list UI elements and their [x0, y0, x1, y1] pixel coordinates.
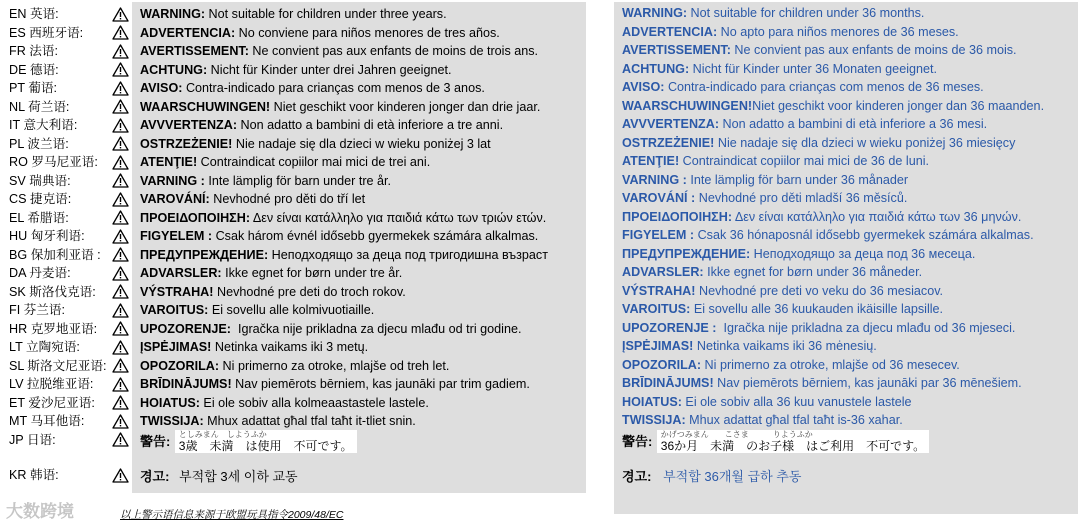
- warning-line: [140, 79, 584, 98]
- warning-label: UPOZORENJE:: [140, 321, 231, 336]
- jp-label: 警告:: [140, 434, 171, 449]
- warning-label: BRĪDINĀJUMS!: [140, 377, 232, 391]
- warning-text: Contra-indicado para crianças com menos de 36 meses.: [664, 80, 984, 94]
- language-code: DE 德语:: [9, 62, 59, 77]
- language-code: JP 日语:: [9, 432, 56, 447]
- warning-label: ATENŢIE!: [622, 154, 680, 168]
- warning-text: Ikke egnet for børn under 36 måneder.: [703, 265, 923, 279]
- warning-triangle-icon: [109, 412, 131, 431]
- warning-text: Ni primerno za otroke, mlajše od 36 mesecev.: [701, 357, 960, 372]
- warning-text: Csak 36 hónaposnál idősebb gyermekek számára alkalmas.: [694, 228, 1034, 242]
- kr-label: 경고:: [140, 469, 170, 484]
- warning-line: [140, 320, 584, 339]
- warning-triangle-icon: [109, 394, 131, 413]
- warning-label: VÝSTRAHA!: [622, 283, 696, 298]
- language-code: SL 斯洛文尼亚语:: [9, 358, 107, 373]
- warning-text: Ne convient pas aux enfants de moins de 36 mois.: [730, 43, 1017, 57]
- warning-text: Igračka nije prikladna za djecu mlađu od 36 mjeseci.: [716, 320, 1016, 335]
- warning-text: Igračka nije prikladna za djecu mlađu od tri godine.: [230, 321, 522, 336]
- warning-label: ATENŢIE!: [140, 155, 198, 169]
- warning-label: UPOZORENJE :: [622, 320, 717, 335]
- warning-triangle-icon: [109, 153, 131, 172]
- warning-line: [622, 134, 1076, 153]
- warning-line: [140, 116, 584, 135]
- warning-line: [140, 24, 584, 43]
- language-code: PL 波兰语:: [9, 136, 69, 151]
- kr-label: 경고:: [622, 469, 652, 484]
- warning-triangle-icon: [109, 246, 131, 265]
- warning-text: No apto para niños menores de 36 meses.: [717, 24, 959, 39]
- warning-label: WAARSCHUWINGEN!: [622, 98, 753, 113]
- warning-triangle-icon: [109, 375, 131, 394]
- language-code: KR 韩语:: [9, 468, 59, 482]
- warning-text: Nevhodné pro děti do tří let: [209, 192, 366, 206]
- warning-text: Csak három évnél idősebb gyermekek számára alkalmas.: [212, 229, 539, 243]
- warning-text: Non adatto a bambini di età inferiore a tre anni.: [237, 118, 504, 132]
- warning-label: OSTRZEŻENIE!: [622, 135, 715, 150]
- warning-label: AVVVERTENZA:: [140, 118, 238, 132]
- warning-line: [140, 394, 584, 413]
- warning-label: OPOZORILA:: [622, 357, 702, 372]
- warning-label: AVVVERTENZA:: [622, 117, 720, 131]
- warning-triangle-icon: [109, 431, 131, 450]
- warning-line: [140, 246, 584, 265]
- warning-label: AVISO:: [622, 80, 665, 94]
- warning-line: [140, 42, 584, 61]
- kr-warning-left: [140, 466, 298, 485]
- warning-triangle-icon: [109, 338, 131, 357]
- warning-line: [622, 263, 1076, 282]
- warning-label: WARNING:: [622, 6, 688, 20]
- right-warning-list: [622, 4, 1076, 430]
- warning-label: ACHTUNG:: [622, 61, 690, 76]
- language-code: LT 立陶宛语:: [9, 340, 80, 354]
- warning-label: TWISSIJA:: [622, 413, 686, 427]
- language-code: HR 克罗地亚语:: [9, 321, 98, 336]
- warning-text: Mhux adattat għal tfal taħt it-tliet snin.: [203, 414, 416, 428]
- warning-label: VAROITUS:: [622, 302, 691, 316]
- warning-line: [622, 411, 1076, 430]
- warning-text: Ne convient pas aux enfants de moins de trois ans.: [248, 44, 539, 58]
- source-footnote: 以上警示语信息来源于欧盟玩具指令2009/48/EC: [120, 509, 344, 521]
- language-code: HU 匈牙利语:: [9, 229, 85, 243]
- left-warning-list: [140, 5, 584, 431]
- warning-text: Ikke egnet for børn under tre år.: [221, 266, 403, 280]
- warning-text: Netinka vaikams iki 3 metų.: [211, 340, 369, 354]
- warning-label: ADVERTENCIA:: [622, 24, 718, 39]
- warning-text: Contraindicat copiilor mai mici de trei ani.: [197, 155, 431, 169]
- warning-text: Ei sovellu alle kolmivuotiaille.: [208, 303, 375, 317]
- warning-line: [140, 5, 584, 24]
- warning-label: ПРЕДУПРЕЖДЕНИЕ:: [622, 246, 751, 261]
- language-code-column: [9, 5, 117, 449]
- language-code: SK 斯洛伐克语:: [9, 284, 96, 299]
- warning-line: [622, 208, 1076, 227]
- language-code: DA 丹麦语:: [9, 266, 71, 280]
- warning-triangle-icon: [109, 283, 131, 302]
- kr-text: 부적합 3세 이하 교동: [179, 469, 298, 484]
- kr-text: 부적합 36개월 급하 추동: [663, 469, 802, 484]
- warning-text: Inte lämplig för barn under tre år.: [204, 173, 392, 188]
- language-code: PT 葡语:: [9, 81, 58, 95]
- warning-triangle-icon: [109, 135, 131, 154]
- warning-line: [622, 226, 1076, 245]
- warning-text: Not suitable for children under three years.: [205, 7, 447, 21]
- warning-triangle-icon: [109, 320, 131, 339]
- warning-line: [622, 374, 1076, 393]
- warning-text: Δεν είναι κατάλληλο για παιδιά κάτω των τριών ετών.: [250, 210, 547, 225]
- warning-label: OSTRZEŻENIE!: [140, 136, 233, 151]
- warning-line: [622, 337, 1076, 356]
- warning-text: Неподходящо за деца под тригодишна възраст: [268, 247, 548, 262]
- warning-line: [140, 172, 584, 191]
- language-code: RO 罗马尼亚语:: [9, 155, 98, 169]
- warning-label: VARNING :: [622, 172, 687, 187]
- warning-line: [140, 412, 584, 431]
- warning-label: AVISO:: [140, 81, 183, 95]
- warning-text: Ni primerno za otroke, mlajše od treh let.: [219, 358, 450, 373]
- warning-line: [140, 375, 584, 394]
- warning-label: FIGYELEM :: [622, 228, 695, 242]
- warning-text: Ei ole sobiv alla 36 kuu vanustele lastele: [681, 394, 912, 409]
- warning-line: [140, 209, 584, 228]
- warning-line: [140, 61, 584, 80]
- warning-line: [140, 227, 584, 246]
- warning-triangle-icon: [109, 116, 131, 135]
- warning-text: Mhux adattat għal tfal taħt is-36 xahar.: [685, 413, 903, 427]
- warning-text: Inte lämplig för barn under 36 månader: [686, 172, 909, 187]
- warning-line: [622, 356, 1076, 375]
- warning-label: ΠΡΟΕΙΔΟΠΟΙΗΣΗ:: [140, 210, 251, 225]
- jp-ruby: としみまん しようふか: [178, 430, 267, 439]
- jp-text-box: [175, 430, 357, 453]
- warning-triangle-icon: [109, 98, 131, 117]
- warning-triangle-icon: [109, 5, 131, 24]
- warning-label: OPOZORILA:: [140, 358, 220, 373]
- language-code: BG 保加利亚语 :: [9, 247, 101, 262]
- warning-line: [140, 357, 584, 376]
- warning-text: Неподходящо за деца под 36 месеца.: [750, 246, 976, 261]
- kr-warning-right: [622, 466, 801, 485]
- warning-line: [622, 189, 1076, 208]
- language-code: FI 芬兰语:: [9, 303, 65, 317]
- jp-text: 36か月 未満 のお子様 はご利用 不可です。: [660, 439, 926, 453]
- warning-label: TWISSIJA:: [140, 414, 204, 428]
- warning-label: WARNING:: [140, 7, 206, 21]
- warning-line: [622, 60, 1076, 79]
- warning-label: ĮSPĖJIMAS!: [622, 339, 694, 353]
- warning-line: [622, 245, 1076, 264]
- warning-text: Niet geschikt voor kinderen jonger dan drie jaar.: [270, 99, 541, 114]
- language-code: LV 拉脱维亚语:: [9, 377, 94, 391]
- language-code: NL 荷兰语:: [9, 99, 70, 114]
- warning-label: ПРЕДУПРЕЖДЕНИЕ:: [140, 247, 269, 262]
- warning-triangle-icon: [109, 301, 131, 320]
- warning-text: Ei sovellu alle 36 kuukauden ikäisille lapsille.: [690, 302, 944, 316]
- warning-triangle-icon: [109, 42, 131, 61]
- warning-line: [622, 78, 1076, 97]
- warning-label: VAROVÁNÍ:: [140, 192, 210, 206]
- warning-text: Non adatto a bambini di età inferiore a 36 mesi.: [719, 117, 988, 131]
- warning-label: VAROVÁNÍ :: [622, 191, 696, 205]
- warning-label: BRĪDINĀJUMS!: [622, 376, 714, 390]
- watermark: 大数跨境: [6, 502, 74, 521]
- warning-text: No conviene para niños menores de tres años.: [235, 25, 500, 40]
- warning-text: Ei ole sobiv alla kolmeaastastele lastele.: [199, 395, 429, 410]
- warning-line: [140, 153, 584, 172]
- language-code: EN 英语:: [9, 7, 59, 21]
- jp-warning-left: [140, 430, 357, 454]
- warning-line: [140, 190, 584, 209]
- warning-triangle-icon: [109, 357, 131, 376]
- language-code: IT 意大利语:: [9, 118, 78, 132]
- warning-line: [140, 301, 584, 320]
- warning-line: [622, 152, 1076, 171]
- warning-label: ACHTUNG:: [140, 62, 208, 77]
- warning-label: ADVARSLER:: [140, 266, 222, 280]
- warning-text: Nie nadaje się dla dzieci w wieku poniżej 36 miesięcy: [714, 135, 1016, 150]
- language-code: SV 瑞典语:: [9, 173, 71, 188]
- warning-label: VAROITUS:: [140, 303, 209, 317]
- warning-line: [622, 282, 1076, 301]
- warning-line: [622, 393, 1076, 412]
- warning-line: [622, 23, 1076, 42]
- warning-line: [622, 300, 1076, 319]
- warning-triangle-icon: [109, 172, 131, 191]
- warning-label: VARNING :: [140, 173, 205, 188]
- warning-label: HOIATUS:: [622, 394, 682, 409]
- jp-warning-right: [622, 430, 929, 454]
- warning-text: Nicht für Kinder unter 36 Monaten geeignet.: [689, 61, 938, 76]
- warning-text: Δεν είναι κατάλληλο για παιδιά κάτω των 36 μηνών.: [732, 209, 1022, 224]
- warning-label: AVERTISSEMENT:: [140, 44, 249, 58]
- warning-label: AVERTISSEMENT:: [622, 43, 731, 57]
- jp-label: 警告:: [622, 434, 653, 449]
- warning-line: [622, 97, 1076, 116]
- warning-label: ADVARSLER:: [622, 265, 704, 279]
- warning-line: [140, 283, 584, 302]
- warning-label: FIGYELEM :: [140, 229, 213, 243]
- warning-triangle-icon: [109, 190, 131, 209]
- warning-label: ΠΡΟΕΙΔΟΠΟΙΗΣΗ:: [622, 209, 733, 224]
- warning-text: Contra-indicado para crianças com menos de 3 anos.: [182, 81, 485, 95]
- warning-triangle-icon: [109, 264, 131, 283]
- warning-triangle-icon: [109, 209, 131, 228]
- warning-text: Not suitable for children under 36 months.: [687, 6, 925, 20]
- warning-text: Nie nadaje się dla dzieci w wieku poniżej 3 lat: [232, 136, 491, 151]
- jp-text: 3歳 未満 は使用 不可です。: [178, 439, 353, 453]
- language-code: ET 爱沙尼亚语:: [9, 395, 95, 410]
- warning-triangle-icon: [109, 24, 131, 43]
- warning-line: [140, 264, 584, 283]
- warning-text: Contraindicat copiilor mai mici de 36 de luni.: [679, 154, 930, 168]
- warning-line: [622, 41, 1076, 60]
- jp-ruby: かげつみまん こさま りようふか: [660, 430, 813, 439]
- warning-line: [622, 115, 1076, 134]
- language-code: ES 西班牙语:: [9, 25, 84, 40]
- language-code: FR 法语:: [9, 44, 58, 58]
- warning-text: Nevhodné pre deti vo veku do 36 mesiacov.: [695, 283, 944, 298]
- warning-text: Nav piemērots bērniem, kas jaunāki par 36 mēnešiem.: [713, 376, 1022, 390]
- warning-triangle-icon: [109, 466, 131, 485]
- warning-label: ADVERTENCIA:: [140, 25, 236, 40]
- warning-label: ĮSPĖJIMAS!: [140, 340, 212, 354]
- language-code: MT 马耳他语:: [9, 414, 85, 428]
- language-code: CS 捷克语:: [9, 192, 72, 206]
- warning-triangle-icon: [109, 79, 131, 98]
- warning-line: [622, 319, 1076, 338]
- warning-line: [140, 338, 584, 357]
- warning-label: WAARSCHUWINGEN!: [140, 99, 271, 114]
- warning-line: [140, 98, 584, 117]
- warning-line: [140, 135, 584, 154]
- warning-text: Netinka vaikams iki 36 mėnesių.: [693, 339, 877, 353]
- warning-text: Nevhodné pre deti do troch rokov.: [213, 284, 406, 299]
- warning-label: HOIATUS:: [140, 395, 200, 410]
- warning-text: Nav piemērots bērniem, kas jaunāki par trim gadiem.: [231, 377, 530, 391]
- warning-line: [622, 4, 1076, 23]
- warning-text: Nevhodné pro děti mladší 36 měsíců.: [695, 191, 908, 205]
- jp-text-box: [657, 430, 929, 453]
- warning-icon-column: [109, 5, 131, 449]
- warning-text: Niet geschikt voor kinderen jonger dan 36 maanden.: [752, 98, 1045, 113]
- warning-triangle-icon: [109, 61, 131, 80]
- warning-label: VÝSTRAHA!: [140, 284, 214, 299]
- warning-triangle-icon: [109, 227, 131, 246]
- language-code: EL 希腊语:: [9, 210, 69, 225]
- warning-text: Nicht für Kinder unter drei Jahren geeignet.: [207, 62, 452, 77]
- warning-line: [622, 171, 1076, 190]
